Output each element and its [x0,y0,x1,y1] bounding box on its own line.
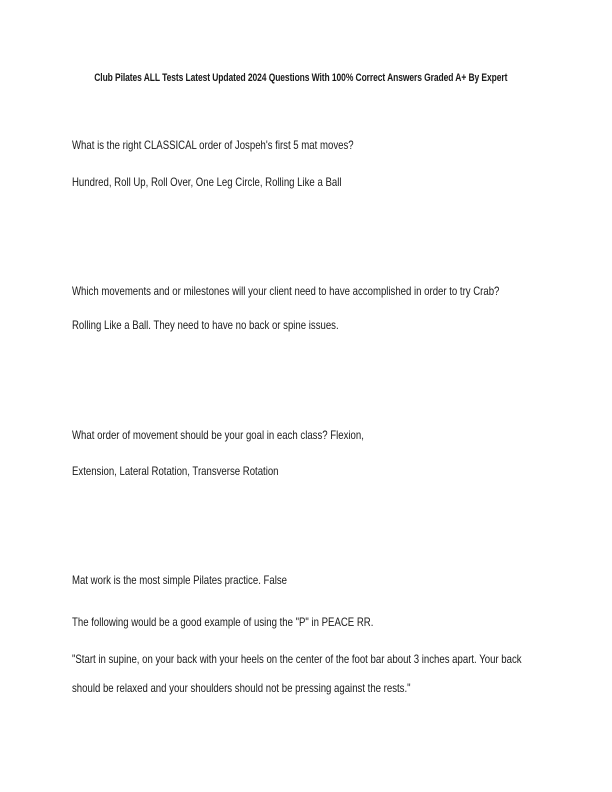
question-5: The following would be a good example of using the "P" in PEACE RR. [72,615,374,629]
answer-1: Hundred, Roll Up, Roll Over, One Leg Circle, Rolling Like a Ball [72,175,342,189]
answer-2: Rolling Like a Ball. They need to have no back or spine issues. [72,318,339,332]
answer-5-line-1: "Start in supine, on your back with your heels on the center of the foot bar about 3 inches apart. Your back [72,652,522,666]
question-2: Which movements and or milestones will your client need to have accomplished in order to try Crab? [72,284,500,298]
question-1: What is the right CLASSICAL order of Jospeh's first 5 mat moves? [72,138,354,152]
question-4: Mat work is the most simple Pilates practice. False [72,573,288,587]
answer-3: Extension, Lateral Rotation, Transverse Rotation [72,464,279,478]
answer-5-line-2: should be relaxed and your shoulders should not be pressing against the rests." [72,681,411,695]
document-title: Club Pilates ALL Tests Latest Updated 2024 Questions With 100% Correct Answers Graded A+ By Expert [94,72,508,84]
question-3: What order of movement should be your goal in each class? Flexion, [72,428,364,442]
